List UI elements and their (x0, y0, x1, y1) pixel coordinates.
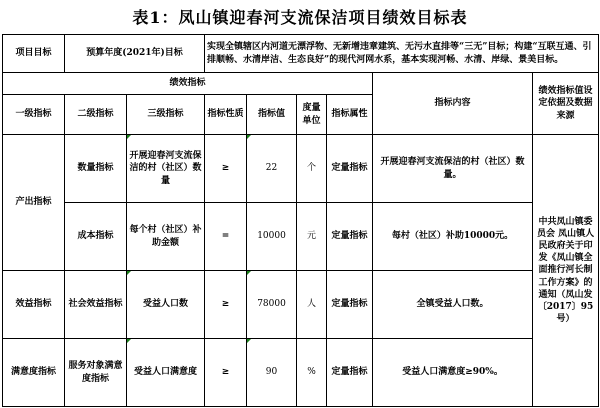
level3-cell: 每个村（社区）补助金额 (127, 203, 205, 271)
attribute-cell: 定量指标 (327, 135, 373, 203)
basis-cell: 中共凤山镇委员会 凤山镇人民政府关于印发《凤山镇全面推行河长制工作方案》的通知（凤山发〔2017〕95号） (533, 135, 599, 407)
unit-cell: % (297, 339, 327, 407)
budget-year-label: 预算年度(2021年)目标 (65, 35, 205, 73)
attribute-cell: 定量指标 (327, 339, 373, 407)
level2-cell: 社会效益指标 (65, 271, 127, 339)
level2-cell: 数量指标 (65, 135, 127, 203)
value-header: 指标值 (247, 95, 297, 135)
content-cell: 全镇受益人口数。 (373, 271, 533, 339)
content-header: 指标内容 (373, 73, 533, 135)
table-row (3, 339, 599, 407)
level1-output: 产出指标 (3, 135, 65, 271)
value-cell: 78000 (247, 271, 297, 339)
level1-header: 一级指标 (3, 95, 65, 135)
unit-cell: 人 (297, 271, 327, 339)
table-row (3, 271, 599, 339)
unit-cell: 元 (297, 203, 327, 271)
value-cell: 10000 (247, 203, 297, 271)
content-cell: 受益人口满意度≥90%。 (373, 339, 533, 407)
nature-cell: ≥ (205, 135, 247, 203)
table-row (3, 203, 599, 271)
attribute-cell: 定量指标 (327, 271, 373, 339)
value-cell: 90 (247, 339, 297, 407)
level2-cell: 服务对象满意度指标 (65, 339, 127, 407)
content-cell: 开展迎春河支流保洁的村（社区）数量。 (373, 135, 533, 203)
level2-cell: 成本指标 (65, 203, 127, 271)
performance-table (2, 34, 599, 407)
level2-header: 二级指标 (65, 95, 127, 135)
value-cell: 22 (247, 135, 297, 203)
goal-label: 项目目标 (3, 35, 65, 73)
attribute-header: 指标属性 (327, 95, 373, 135)
attribute-cell: 定量指标 (327, 203, 373, 271)
goal-row (3, 35, 599, 73)
level1-satisfaction: 满意度指标 (3, 339, 65, 407)
page-title: 表1：凤山镇迎春河支流保洁项目绩效目标表 (132, 8, 468, 27)
unit-cell: 个 (297, 135, 327, 203)
nature-cell: ≥ (205, 271, 247, 339)
level3-header: 三级指标 (127, 95, 205, 135)
header-row-1 (3, 73, 599, 95)
level1-benefit: 效益指标 (3, 271, 65, 339)
content-cell: 每村（社区）补助10000元。 (373, 203, 533, 271)
nature-header: 指标性质 (205, 95, 247, 135)
indicator-group-header: 绩效指标 (3, 73, 373, 95)
table-row (3, 135, 599, 203)
nature-cell: ≥ (205, 339, 247, 407)
basis-header: 绩效指标值设定依据及数据来源 (533, 73, 599, 135)
level3-cell: 受益人口数 (127, 271, 205, 339)
goal-content: 实现全镇辖区内河道无漂浮物、无新增违章建筑、无污水直排等“三无”目标；构建“互联互通、引排顺畅、水清岸洁、生态良好”的现代河网水系，基本实现河畅、水清、岸绿、景美目标。 (205, 35, 599, 73)
nature-cell: = (205, 203, 247, 271)
level3-cell: 受益人口满意度 (127, 339, 205, 407)
level3-cell: 开展迎春河支流保洁的村（社区）数量 (127, 135, 205, 203)
unit-header: 度量单位 (297, 95, 327, 135)
